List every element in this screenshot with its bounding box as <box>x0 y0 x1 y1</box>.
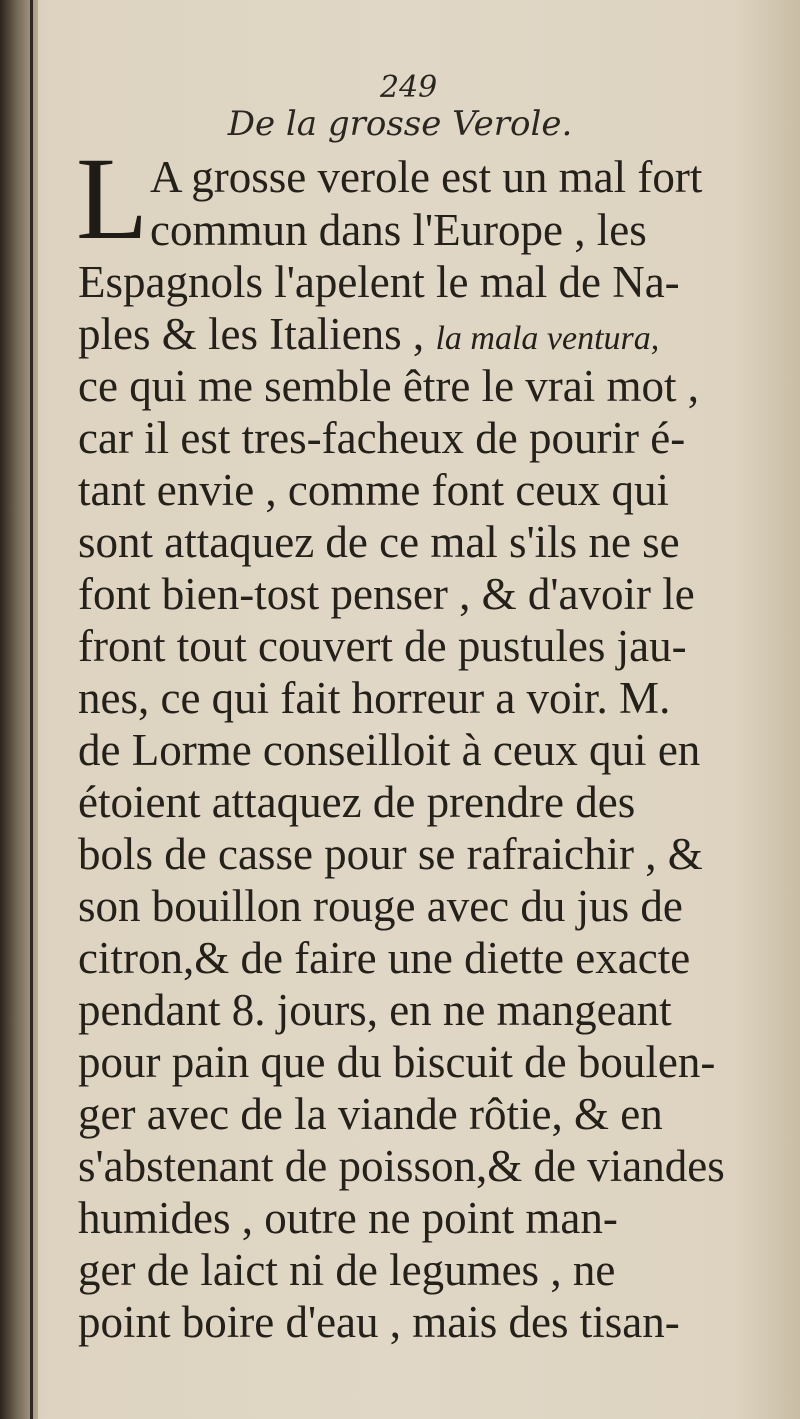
text-line-19: ger avec de la viande rôtie, & en <box>78 1089 663 1139</box>
text-line-3: Espagnols l'apelent le mal de Na- <box>78 257 680 307</box>
text-line-10: front tout couvert de pustules jau- <box>78 621 687 671</box>
text-line-5: ce qui me semble être le vrai mot , <box>78 361 700 411</box>
text-line-1: A grosse verole est un mal fort <box>150 152 703 202</box>
text-line-21: humides , outre ne point man- <box>78 1193 618 1243</box>
text-line-9: font bien-tost penser , & d'avoir le <box>78 569 695 619</box>
text-line-4-roman: ples & les Italiens , <box>78 309 425 359</box>
text-line-13: étoient attaquez de prendre des <box>78 777 636 827</box>
text-line-22: ger de laict ni de legumes , ne <box>78 1245 616 1295</box>
text-line-8: sont attaquez de ce mal s'ils ne se <box>78 517 680 567</box>
text-line-18: pour pain que du biscuit de boulen- <box>78 1037 716 1087</box>
italic-phrase: la mala ventura, <box>435 320 660 357</box>
text-line-4 <box>78 309 660 359</box>
text-line-12: de Lorme conseilloit à ceux qui en <box>78 725 701 775</box>
text-line-14: bols de casse pour se rafraichir , & <box>78 829 703 879</box>
text-line-17: pendant 8. jours, en ne mangeant <box>78 985 672 1035</box>
text-line-11: nes, ce qui fait horreur a voir. M. <box>78 673 671 723</box>
drop-cap-letter: L <box>76 133 149 264</box>
text-line-6: car il est tres-facheux de pourir é- <box>78 413 686 463</box>
binding-edge-line <box>30 0 33 1419</box>
text-line-15: son bouillon rouge avec du jus de <box>78 881 683 931</box>
chapter-title: De la grosse Verole. <box>227 104 573 144</box>
text-line-7: tant envie , comme font ceux qui <box>78 465 670 515</box>
text-line-20: s'abstenant de poisson,& de viandes <box>78 1141 725 1191</box>
text-line-2: commun dans l'Europe , les <box>150 205 647 255</box>
text-line-23: point boire d'eau , mais des tisan- <box>78 1297 680 1347</box>
page-number: 249 <box>380 70 438 105</box>
text-line-16: citron,& de faire une diette exacte <box>78 933 691 983</box>
